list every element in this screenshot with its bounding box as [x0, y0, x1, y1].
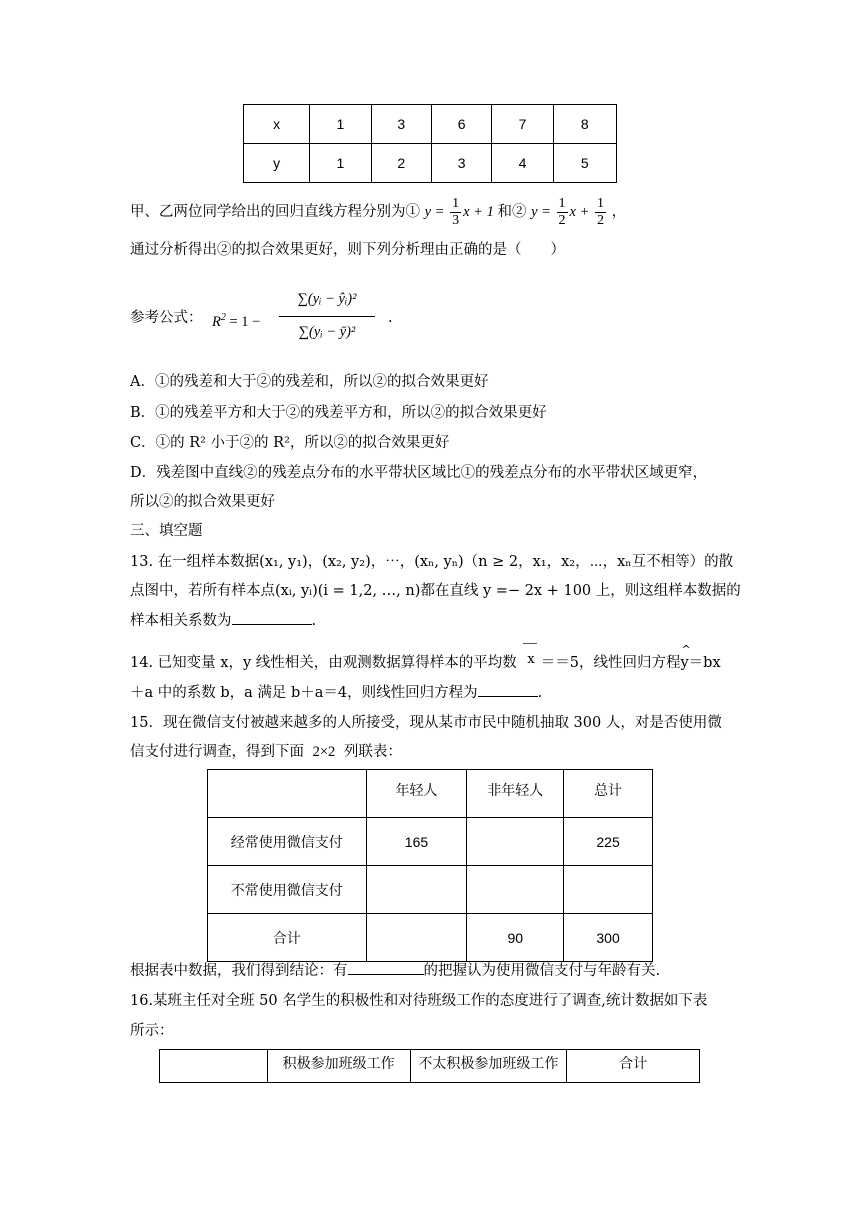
formula-end: . [388, 310, 393, 326]
fraction-denominator: 2 [558, 213, 566, 228]
table-row [208, 818, 653, 866]
table-row [244, 105, 617, 144]
x-bar [527, 654, 534, 674]
table-cell: 1 [310, 105, 371, 144]
q13-line3-prefix: 样本相关系数为 [130, 613, 232, 629]
fraction-denominator: 3 [452, 213, 460, 228]
q14-line1-a: 14. 已知变量 x，y 线性相关，由观测数据算得样本的平均数 [130, 655, 517, 671]
fraction-numerator: 1 [452, 196, 460, 211]
fraction-numerator: 1 [597, 196, 605, 211]
q16-line1: 16.某班主任对全班 50 名学生的积极性和对待班级工作的态度进行了调查,统计数据如下表 [130, 993, 708, 1009]
table-cell: 合计 [208, 914, 367, 962]
equation-1 [424, 196, 498, 228]
table-cell: 7 [492, 105, 553, 144]
q16-line2: 所示： [130, 1023, 174, 1039]
q16-table [159, 1049, 700, 1083]
table-row [208, 866, 653, 914]
fraction-numerator: 1 [558, 196, 566, 211]
table-cell: 1 [310, 144, 371, 183]
table-cell: 3 [371, 105, 431, 144]
q12-equations-line [130, 196, 626, 229]
option-a: A．①的残差和大于②的残差和，所以②的拟合效果更好 [130, 374, 489, 390]
formula-r: R [212, 314, 221, 330]
fraction [595, 196, 606, 229]
table-cell [366, 914, 467, 962]
formula-denominator: ∑(yᵢ − ȳ)² [298, 324, 356, 340]
table-cell: 225 [564, 818, 653, 866]
table-cell: 2 [371, 144, 431, 183]
q14-line1-b: ＝＝5，线性回归方程 [540, 655, 681, 671]
q12-line1-prefix: 甲、乙两位同学给出的回归直线方程分别为① [130, 203, 420, 220]
fraction-denominator: 2 [597, 213, 605, 228]
table-cell [467, 818, 564, 866]
fraction [557, 196, 568, 229]
equation-1-lhs: y = [424, 203, 449, 220]
table-cell: x [244, 105, 310, 144]
answer-blank[interactable] [478, 682, 538, 697]
q13-line1: 13. 在一组样本数据(x₁, y₁)，(x₂, y₂)，⋯，(xₙ, yₙ)（n ≥ 2，x₁，x₂，⋯，xₙ互不相等）的散 [130, 554, 734, 570]
q15-line2 [130, 742, 402, 762]
table-cell [564, 866, 653, 914]
formula-label: 参考公式： [130, 310, 203, 326]
q13-line3-suffix: . [311, 613, 317, 629]
q14-line1-c: ＝bx [688, 655, 721, 671]
q15-conclusion-prefix: 根据表中数据，我们得到结论：有 [130, 963, 348, 979]
and-text: 和② [497, 203, 527, 220]
table-cell: 90 [467, 914, 564, 962]
q14-line1 [130, 643, 721, 674]
hat-mark: ^ [681, 643, 691, 656]
formula-sup: 2 [220, 312, 226, 323]
table-row [160, 1050, 700, 1083]
table-header-cell: 合计 [567, 1050, 700, 1083]
table-cell: 165 [366, 818, 467, 866]
table-cell [366, 866, 467, 914]
x-bar-letter: x [527, 652, 535, 667]
table-header-cell: 非年轻人 [467, 770, 564, 818]
table-row [208, 914, 653, 962]
q15-conclusion [130, 960, 660, 981]
q15-conclusion-suffix: 的把握认为使用微信支付与年龄有关. [423, 963, 661, 979]
y-hat-letter: y [680, 655, 689, 671]
table-cell: y [244, 144, 310, 183]
q15-line2-suffix: 列联表： [343, 744, 402, 760]
q13-line3 [130, 610, 316, 631]
table-cell [467, 866, 564, 914]
q13-line2: 点图中，若所有样本点(xᵢ, yᵢ)(i = 1,2, …, n)都在直线 y =− 2x + 100 上，则这组样本数据的 [130, 583, 741, 599]
table-cell: 4 [492, 144, 553, 183]
table-header-cell: 年轻人 [366, 770, 467, 818]
table-cell: 300 [564, 914, 653, 962]
formula-fraction [272, 280, 382, 347]
q15-line1: 15．现在微信支付被越来越多的人所接受，现从某市市民中随机抽取 300 人，对是否使用微 [130, 715, 722, 731]
table-row [208, 770, 653, 818]
option-d-line1: D．残差图中直线②的残差点分布的水平带状区域比①的残差点分布的水平带状区域更窄， [130, 465, 708, 481]
q14-line2 [130, 682, 542, 703]
contingency-table [207, 769, 653, 962]
section-heading: 三、填空题 [130, 523, 203, 539]
comma: ， [611, 203, 627, 220]
q14-line2-prefix: ＋a 中的系数 b，a 满足 b＋a＝4，则线性回归方程为 [130, 685, 478, 701]
table-header-cell [208, 770, 367, 818]
table-cell: 8 [553, 105, 616, 144]
fraction [450, 196, 461, 229]
formula-numerator: ∑(yᵢ − ŷᵢ)² [297, 291, 357, 307]
formula-eq: = 1 − [225, 314, 261, 330]
answer-blank[interactable] [348, 960, 424, 975]
q12-line2: 通过分析得出②的拟合效果更好，则下列分析理由正确的是（ ） [130, 242, 565, 258]
formula-lhs [212, 308, 260, 332]
table-header-cell [160, 1050, 268, 1083]
equation-2 [531, 196, 612, 228]
table-header-cell: 积极参加班级工作 [267, 1050, 410, 1083]
table-header-cell: 总计 [564, 770, 653, 818]
table-row [244, 144, 617, 183]
q14-line2-suffix: . [537, 685, 543, 701]
option-c: C．①的 R² 小于②的 R²，所以②的拟合效果更好 [130, 435, 450, 451]
xy-data-table [243, 104, 617, 183]
y-hat [680, 643, 691, 673]
equation-2-mid: x + [569, 203, 594, 220]
table-cell: 3 [431, 144, 491, 183]
equation-1-tail: x + 1 [463, 203, 494, 220]
two-by-two: 2×2 [312, 744, 336, 760]
table-cell: 经常使用微信支付 [208, 818, 367, 866]
table-header-cell: 不太积极参加班级工作 [410, 1050, 567, 1083]
q15-line2-prefix: 信支付进行调查，得到下面 [130, 744, 304, 760]
table-cell: 6 [431, 105, 491, 144]
option-b: B．①的残差平方和大于②的残差平方和，所以②的拟合效果更好 [130, 405, 547, 421]
table-cell: 5 [553, 144, 616, 183]
table-cell: 不常使用微信支付 [208, 866, 367, 914]
answer-blank[interactable] [232, 610, 312, 625]
option-d-line2: 所以②的拟合效果更好 [130, 494, 275, 510]
overline [523, 643, 537, 644]
equation-2-lhs: y = [531, 203, 555, 220]
